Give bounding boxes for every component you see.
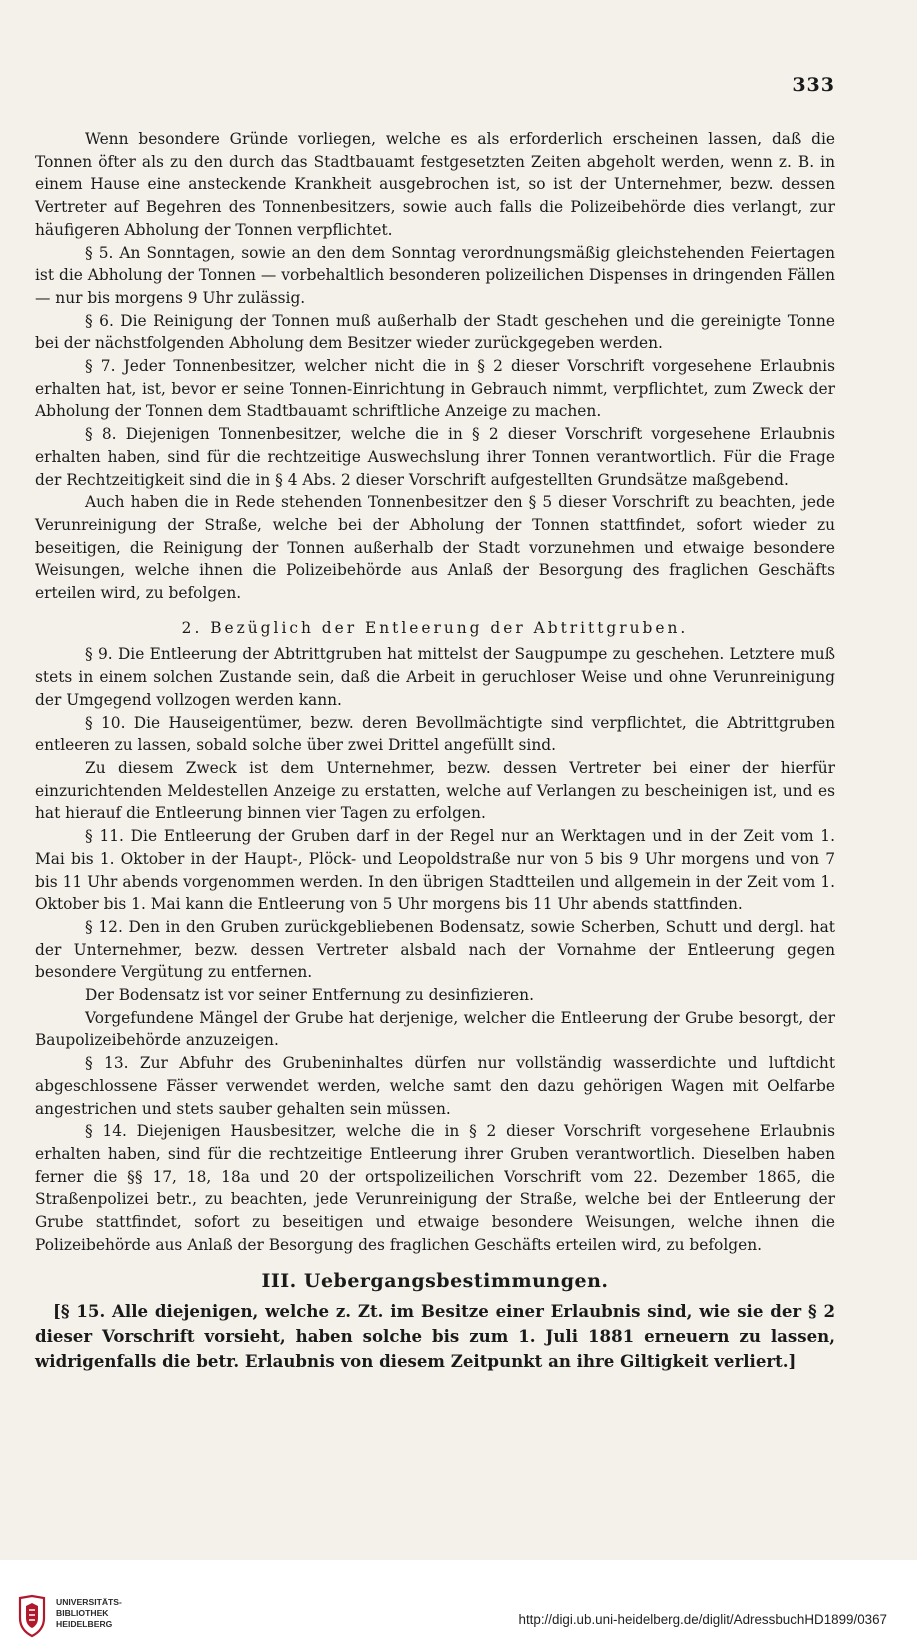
paragraph: Auch haben die in Rede stehenden Tonnenbesitzer den § 5 dieser Vorschrift zu beachten, jede Verunreinigung der Straße, welche bei der Abholung der Tonnen stattfindet, sofort wieder zu beseitigen, die Reinigung der Tonnen außerhalb der Stadt vorzunehmen und etwaige besondere Weisungen, welche ihnen die Polizeibehörde aus Anlaß der Besorgung des fraglichen Geschäfts erteilen wird, zu befolgen. <box>35 493 835 603</box>
page-number: 333 <box>792 74 835 96</box>
paragraph: § 9. Die Entleerung der Abtrittgruben hat mittelst der Saugpumpe zu geschehen. Letztere muß stets in einem solchen Zustande sein, daß die Arbeit in geruchloser Weise und ohne Verunreinigung der Umgegend vollzogen werden kann. <box>35 645 835 709</box>
main-heading: III. Uebergangsbestimmungen. <box>261 1270 609 1293</box>
paragraph: Wenn besondere Gründe vorliegen, welche es als erforderlich erscheinen lassen, daß die Tonnen öfter als zu den durch das Stadtbauamt festgesetzten Zeiten abgeholt werden, wenn z. B. in einem Hause eine ansteckende Krankheit ausgebrochen ist, so ist der Unternehmer, bezw. dessen Vertreter auf Begehren des Tonnenbesitzers, sowie auch falls die Polizeibehörde dies verlangt, zur häufigeren Abholung der Tonnen verpflichtet. <box>35 130 835 239</box>
logo-line: UNIVERSITÄTS- <box>56 1597 122 1607</box>
paragraph: § 14. Diejenigen Hausbesitzer, welche die in § 2 dieser Vorschrift vorgesehene Erlaubnis erhalten haben, sind für die rechtzeitige Entleerung ihrer Gruben verantwortlich. Dieselben haben ferner die §§ 17, 18, 18a und 20 der ortspolizeilichen Vorschrift vom 22. Dezember 1865, die Straßenpolizei betr., zu beachten, jede Verunreinigung der Straße, welche bei der Entleerung der Grube stattfindet, sofort zu beseitigen und etwaige besondere Weisungen, welche ihnen die Polizeibehörde aus Anlaß der Besorgung des fraglichen Geschäfts erteilen wird, zu befolgen. <box>35 1122 835 1254</box>
paragraph: § 13. Zur Abfuhr des Grubeninhaltes dürfen nur vollständig wasserdichte und luftdicht abgeschlossene Fässer verwendet werden, welche samt den dazu gehörigen Wagen mit Oelfarbe angestrichen und stets sauber gehalten sein müssen. <box>35 1054 835 1118</box>
library-logo[interactable] <box>14 1594 122 1638</box>
logo-line: HEIDELBERG <box>56 1619 113 1629</box>
paragraph: § 8. Diejenigen Tonnenbesitzer, welche die in § 2 dieser Vorschrift vorgesehene Erlaubnis erhalten haben, sind für die rechtzeitige Auswechslung ihrer Tonnen verantwortlich. Für die Frage der Rechtzeitigkeit sind die in § 4 Abs. 2 dieser Vorschrift aufgestellten Grundsätze maßgebend. <box>35 425 835 489</box>
paragraph: § 6. Die Reinigung der Tonnen muß außerhalb der Stadt geschehen und die gereinigte Tonne bei der nächstfolgenden Abholung dem Besitzer wieder zurückgegeben werden. <box>35 311 835 353</box>
final-paragraph: [§ 15. Alle diejenigen, welche z. Zt. im Besitze einer Erlaubnis sind, wie sie der § 2 dieser Vorschrift vorsieht, haben solche bis zum 1. Juli 1881 erneuern zu lassen, widrigenfalls die betr. Erlaubnis von diesem Zeitpunkt an ihre Giltigkeit verliert.] <box>35 1301 835 1372</box>
logo-line: BIBLIOTHEK <box>56 1608 109 1618</box>
paragraph: Zu diesem Zweck ist dem Unternehmer, bezw. dessen Vertreter bei einer der hierfür einzurichtenden Meldestellen Anzeige zu erstatten, welche auf Verlangen zu bescheinigen ist, und es hat hierauf die Entleerung binnen vier Tagen zu erfolgen. <box>35 758 835 823</box>
page-body <box>35 128 835 1374</box>
paragraph: § 11. Die Entleerung der Gruben darf in der Regel nur an Werktagen und in der Zeit vom 1. Mai bis 1. Oktober in der Haupt-, Plöck- und Leopoldstraße nur von 5 bis 9 Uhr morgens und von 7 bis 11 Uhr abends vorgenommen werden. In den übrigen Stadtteilen und allgemein in der Zeit vom 1. Oktober bis 1. Mai kann die Entleerung von 5 Uhr morgens bis 11 Uhr abends stattfinden. <box>35 827 835 914</box>
footer <box>0 1560 917 1647</box>
paragraph: § 5. An Sonntagen, sowie an den dem Sonntag verordnungsmäßig gleichstehenden Feiertagen ist die Abholung der Tonnen — vorbehaltlich besonderen polizeilichen Dispenses in dringenden Fällen — nur bis morgens 9 Uhr zulässig. <box>35 243 835 307</box>
paragraph: § 10. Die Hauseigentümer, bezw. deren Bevollmächtigte sind verpflichtet, die Abtrittgruben entleeren zu lassen, sobald solche über zwei Drittel angefüllt sind. <box>35 713 835 755</box>
logo-text <box>56 1597 122 1630</box>
paragraph: Der Bodensatz ist vor seiner Entfernung zu desinfizieren. <box>85 986 534 1005</box>
paragraph: § 7. Jeder Tonnenbesitzer, welcher nicht die in § 2 dieser Vorschrift vorgesehene Erlaubnis erhalten hat, ist, bevor er seine Tonnen-Einrichtung in Gebrauch nimmt, verpflichtet, zum Zweck der Abholung der Tonnen dem Stadtbauamt schriftliche Anzeige zu machen. <box>35 357 835 421</box>
paragraph: § 12. Den in den Gruben zurückgebliebenen Bodensatz, sowie Scherben, Schutt und dergl. hat der Unternehmer, bezw. dessen Vertreter alsbald nach der Vornahme der Entleerung gegen besondere Vergütung zu entfernen. <box>35 917 835 982</box>
paragraph: Vorgefundene Mängel der Grube hat derjenige, welcher die Entleerung der Grube besorgt, der Baupolizeibehörde anzuzeigen. <box>35 1008 835 1050</box>
source-url-link[interactable]: http://digi.ub.uni-heidelberg.de/diglit/AdressbuchHD1899/0367 <box>518 1612 887 1627</box>
section-subheading: 2. Bezüglich der Entleerung der Abtrittgruben. <box>181 618 689 637</box>
library-seal-icon <box>14 1594 50 1638</box>
